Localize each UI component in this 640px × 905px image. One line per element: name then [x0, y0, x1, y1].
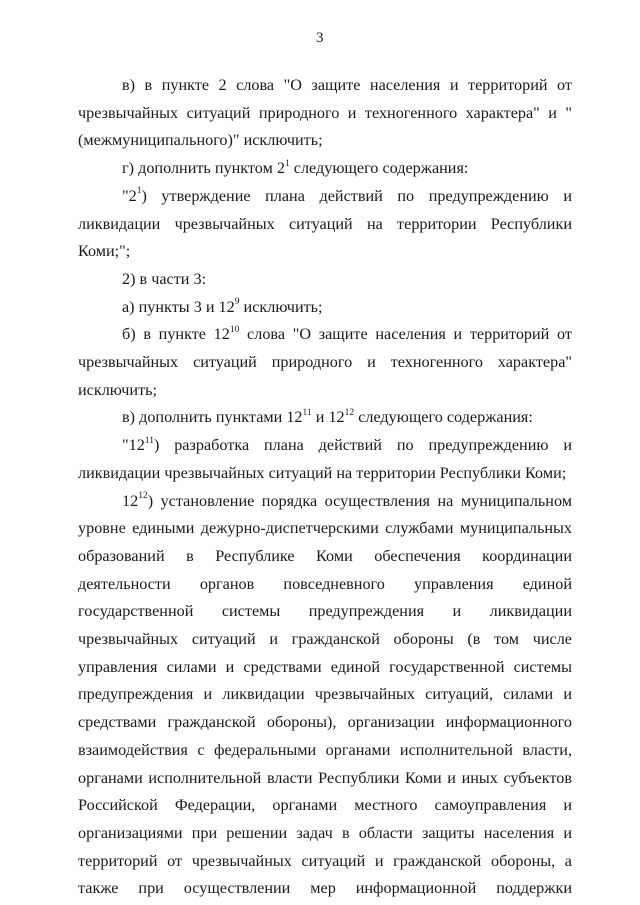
- superscript-index: 1: [284, 158, 290, 169]
- superscript-index: 11: [144, 435, 154, 446]
- paragraph-p6: [78, 321, 572, 404]
- text-run: г) дополнить пунктом 2: [122, 159, 285, 178]
- paragraph-p4: [78, 266, 572, 294]
- superscript-index: 10: [229, 324, 240, 335]
- text-run: б) в пункте 12: [122, 325, 230, 344]
- text-run: слова "О защите населения и территорий от чрезвычайных ситуаций природного и техногенного характера" исключить;: [78, 325, 572, 399]
- paragraph-p5: [78, 294, 572, 322]
- paragraph-p2: [78, 155, 572, 183]
- superscript-index: 1: [136, 186, 142, 197]
- text-run: ) разработка плана действий по предупреждению и ликвидации чрезвычайных ситуаций на территории Республики Коми;: [78, 436, 572, 482]
- paragraph-p3: [78, 183, 572, 266]
- superscript-index: 11: [302, 408, 312, 419]
- text-run: 12: [122, 491, 139, 510]
- paragraph-p9: [78, 488, 572, 904]
- paragraph-p8: [78, 432, 572, 487]
- document-body: [78, 72, 572, 903]
- text-run: следующего содержания:: [354, 408, 533, 427]
- text-run: в) дополнить пунктами 12: [122, 408, 303, 427]
- superscript-index: 9: [234, 297, 240, 308]
- paragraph-p7: [78, 404, 572, 432]
- text-run: а) пункты 3 и 12: [122, 297, 235, 316]
- text-run: и 12: [311, 408, 345, 427]
- text-run: "2: [122, 186, 137, 205]
- text-run: исключить;: [239, 297, 323, 316]
- superscript-index: 12: [138, 491, 148, 502]
- superscript-index: 12: [344, 408, 355, 419]
- text-run: ) утверждение плана действий по предупреждению и ликвидации чрезвычайных ситуаций на территории Республики Коми;";: [78, 186, 572, 261]
- paragraph-p1: [78, 72, 572, 155]
- text-run: "12: [122, 436, 145, 455]
- text-run: следующего содержания:: [289, 159, 469, 178]
- text-run: ) установление порядка осуществления на муниципальном уровне едиными дежурно-диспетчерскими службами муниципальных образований в Республике Коми обеспечения координации деятельности органов повседневного управления единой государственной системы предупреждения и ликвидации чрезвычайных ситуаций и гражданской обороны (в том числе управления силами и средствами единой государственной системы предупреждения и ликвидации чрезвычайных ситуаций, силами и средствами гражданской обороны), организации информационного взаимодействия с федеральными органами исполнительной власти, органами исполнительной власти Республики Коми и иных субъектов Российской Федерации, органами местного самоуправления и организациями при решении задач в области защиты населения и территорий от чрезвычайных ситуаций и гражданской обороны, а также при осуществлении мер информационной поддержки: [78, 491, 572, 898]
- page-number: 3: [316, 30, 324, 46]
- text-run: 2) в части 3:: [122, 269, 207, 288]
- text-run: в) в пункте 2 слова "О защите населения и территорий от чрезвычайных ситуаций природного и техногенного характера" и "(межмуниципального)" исключить;: [78, 76, 572, 150]
